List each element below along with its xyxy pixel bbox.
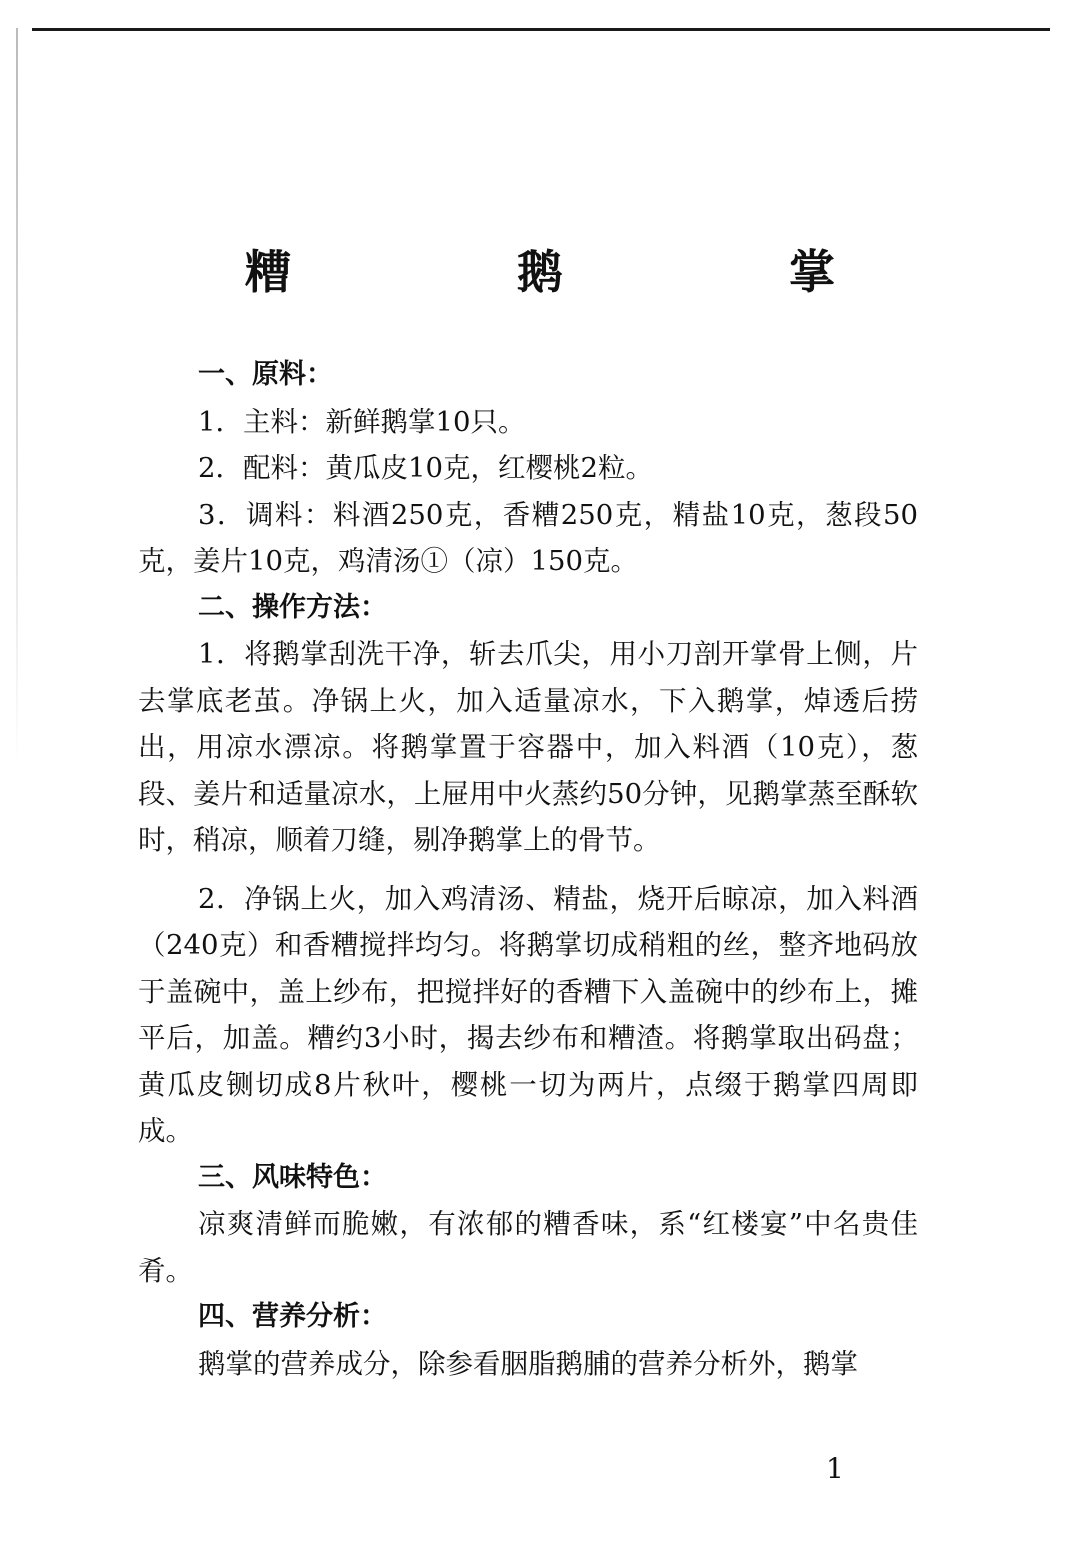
section-heading-ingredients: 一、原料： [198,359,333,390]
section-heading-nutrition: 四、营养分析： [198,1301,387,1332]
ingredient-seasoning: 3．调料：料酒250克，香糟250克，精盐10克，葱段50克，姜片10克，鸡清汤①（凉）150克。 [138,498,918,577]
page-title: 糟 鹅 掌 [245,245,925,299]
page-number: 1 [826,1452,844,1485]
paragraph-gap [138,864,918,876]
ingredient-main: 1．主料：新鲜鹅掌10只。 [198,405,526,438]
flavor-text: 凉爽清鲜而脆嫩，有浓郁的糟香味，系“红楼宴”中名贵佳肴。 [138,1208,918,1287]
method-step-2: 2．净锅上火，加入鸡清汤、精盐，烧开后晾凉，加入料酒（240克）和香糟搅拌均匀。将鹅掌切成稍粗的丝，整齐地码放于盖碗中，盖上纱布，把搅拌好的香糟下入盖碗中的纱布上，摊平后，加盖。糟约3小时，揭去纱布和糟渣。将鹅掌取出码盘；黄瓜皮铡切成8片秋叶，樱桃一切为两片，点缀于鹅掌四周即成。 [138,882,918,1147]
method-step-1: 1．将鹅掌刮洗干净，斩去爪尖，用小刀剖开掌骨上侧，片去掌底老茧。净锅上火，加入适量凉水，下入鹅掌，焯透后捞出，用凉水漂凉。将鹅掌置于容器中，加入料酒（10克），葱段、姜片和适量凉水，上屉用中火蒸约50分钟，见鹅掌蒸至酥软时，稍凉，顺着刀缝，剔净鹅掌上的骨节。 [138,638,918,856]
document-body [138,352,918,1387]
top-rule [32,28,1050,31]
scan-edge-mark [16,28,18,768]
ingredient-side: 2．配料：黄瓜皮10克，红樱桃2粒。 [198,452,653,484]
nutrition-text: 鹅掌的营养成分，除参看胭脂鹅脯的营养分析外，鹅掌 [198,1347,858,1380]
section-heading-flavor: 三、风味特色： [198,1161,387,1193]
section-heading-method: 二、操作方法： [198,591,387,623]
